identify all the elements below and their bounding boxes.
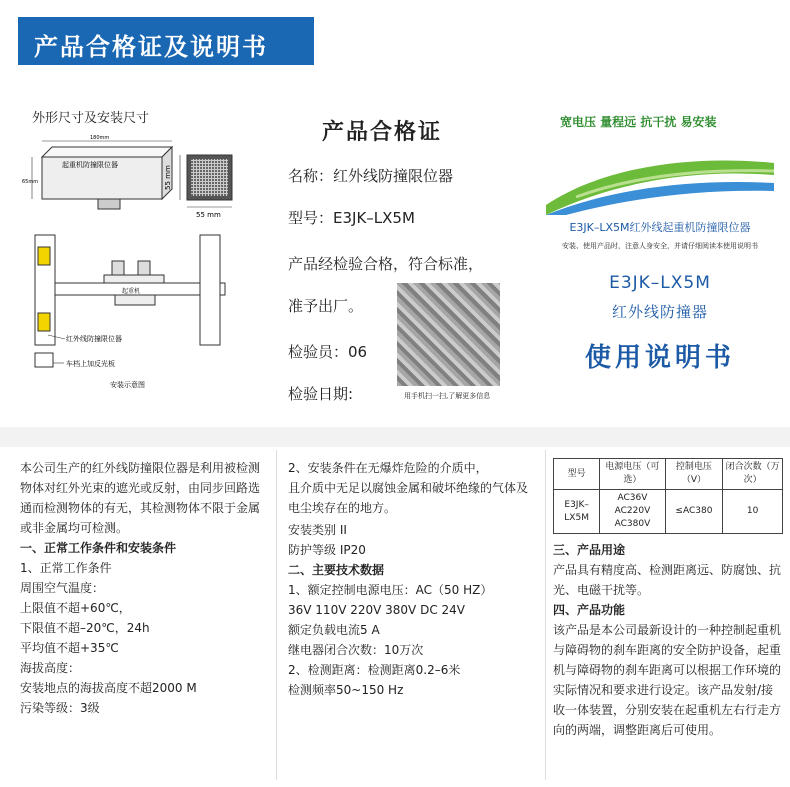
table-header: 型号 xyxy=(554,459,600,490)
swoosh-graphic xyxy=(546,135,774,215)
text-line: 上限值不超+60℃， xyxy=(20,601,131,615)
cert-name: 名称：红外线防撞限位器 xyxy=(288,167,454,185)
reflector-label: 车档上加反光板 xyxy=(66,360,115,368)
dimension-drawing xyxy=(20,95,270,405)
device-label: 起重机防撞限位器 xyxy=(62,161,118,169)
crane-label: 起重机 xyxy=(122,288,141,295)
dimension-panel xyxy=(20,95,270,405)
text-line: 36V 110V 220V 380V DC 24V xyxy=(288,603,465,617)
text-line: 1、正常工作条件 xyxy=(20,561,112,575)
text-line: 额定负载电流5 A xyxy=(288,623,380,637)
text-line: 检测频率50~150 Hz xyxy=(288,683,404,697)
voltage-option: AC380V xyxy=(614,519,651,529)
certificate-panel xyxy=(282,95,542,405)
cert-allow: 准予出厂。 xyxy=(288,297,364,315)
certificate-title: 产品合格证 xyxy=(322,119,443,145)
text-line: 下限值不超–20℃，24h xyxy=(20,621,150,635)
table-cell: E3JK–LX5M xyxy=(554,490,600,534)
top-panels xyxy=(0,95,790,425)
intro-text: 本公司生产的红外线防撞限位器是利用被检测物体对红外光束的遮光或反射，由同步回路选通而检测物体的有无，其检测物体不限于金属或非金属均可检测。 xyxy=(20,461,261,535)
text-line: 防护等级 IP20 xyxy=(288,543,366,557)
table-cell: ≤AC380 xyxy=(665,490,723,534)
cert-passed: 产品经检验合格，符合标准， xyxy=(288,255,484,273)
manual-cover xyxy=(546,95,776,415)
divider xyxy=(0,427,790,447)
text-line: 海拔高度： xyxy=(20,661,81,675)
limiter-label: 红外线防撞限位器 xyxy=(66,335,122,343)
manual-title: 使用说明书 xyxy=(584,343,735,373)
qr-caption: 用手机扫一扫,了解更多信息 xyxy=(404,392,491,400)
text-line: 安装地点的海拔高度不超2000 M xyxy=(20,681,197,695)
dimension-caption: 外形尺寸及安装尺寸 xyxy=(32,111,150,126)
section-1-heading: 一、正常工作条件和安装条件 xyxy=(20,541,177,555)
usage-text: 产品具有精度高、检测距离远、防腐蚀、抗光、电磁干扰等。 xyxy=(553,563,782,597)
text-line: 1、额定控制电源电压：AC（50 HZ） xyxy=(288,583,493,597)
section-3-heading: 三、产品用途 xyxy=(553,543,626,557)
section-4-heading: 四、产品功能 xyxy=(553,603,626,617)
cert-model: 型号：E3JK–LX5M xyxy=(288,209,415,227)
text-line: 2、检测距离：检测距离0.2–6米 xyxy=(288,663,461,677)
voltage-option: AC36V xyxy=(617,493,648,503)
text-line: 继电器闭合次数：10万次 xyxy=(288,643,424,657)
dim-side-h: 55 mm xyxy=(164,165,172,190)
table-header: 闭合次数（万次） xyxy=(723,459,783,490)
section-2-heading: 二、主要技术数据 xyxy=(288,563,385,577)
manual-slogan: 宽电压 量程远 抗干扰 易安装 xyxy=(560,115,717,129)
manual-product-line: E3JK–LX5M红外线起重机防撞限位器 xyxy=(569,221,751,234)
table-cell: 10 xyxy=(723,490,783,534)
text-line: 且介质中无足以腐蚀金属和破坏绝缘的气体及电尘埃存在的地方。 xyxy=(288,481,529,515)
text-line: 平均值不超+35℃ xyxy=(20,641,119,655)
qr-code[interactable] xyxy=(397,283,500,386)
table-cell xyxy=(600,490,665,534)
table-header: 电源电压（可选） xyxy=(600,459,665,490)
text-line: 周围空气温度： xyxy=(20,581,105,595)
manual-note: 安装、使用产品时，注意人身安全，并请仔细阅读本使用说明书 xyxy=(562,242,758,250)
manual-model: E3JK–LX5M xyxy=(609,273,711,293)
manual-body xyxy=(0,450,790,787)
dim-side-w: 55 mm xyxy=(196,211,221,219)
spec-table xyxy=(553,458,783,534)
voltage-option: AC220V xyxy=(614,506,651,516)
diagram-caption: 安装示意图 xyxy=(110,381,145,389)
text-line: 2、安装条件在无爆炸危险的介质中， xyxy=(288,461,488,475)
text-line: 安装类别 II xyxy=(288,523,347,537)
dim-width-label: 180mm xyxy=(90,135,110,141)
function-text: 该产品是本公司最新设计的一种控制起重机与障碍物的刹车距离的安全防护设备，起重机与障碍物的刹车距离可以根据工作环境的实际情况和要求进行设定。该产品发射/接收一体装置，分别安装在起重机左右行走方向的两端，调整距离后可使用。 xyxy=(553,623,782,737)
column-1 xyxy=(20,458,270,718)
text-line: 污染等级：3级 xyxy=(20,701,100,715)
column-3 xyxy=(553,458,783,740)
dim-height-label: 65mm xyxy=(22,179,39,185)
column-2 xyxy=(288,458,538,700)
table-header: 控制电压（V） xyxy=(665,459,723,490)
page-title: 产品合格证及说明书 xyxy=(18,17,314,65)
cert-inspector: 检验员：06 xyxy=(288,343,368,361)
cert-date: 检验日期: xyxy=(288,385,354,403)
manual-name: 红外线防撞器 xyxy=(611,303,708,321)
